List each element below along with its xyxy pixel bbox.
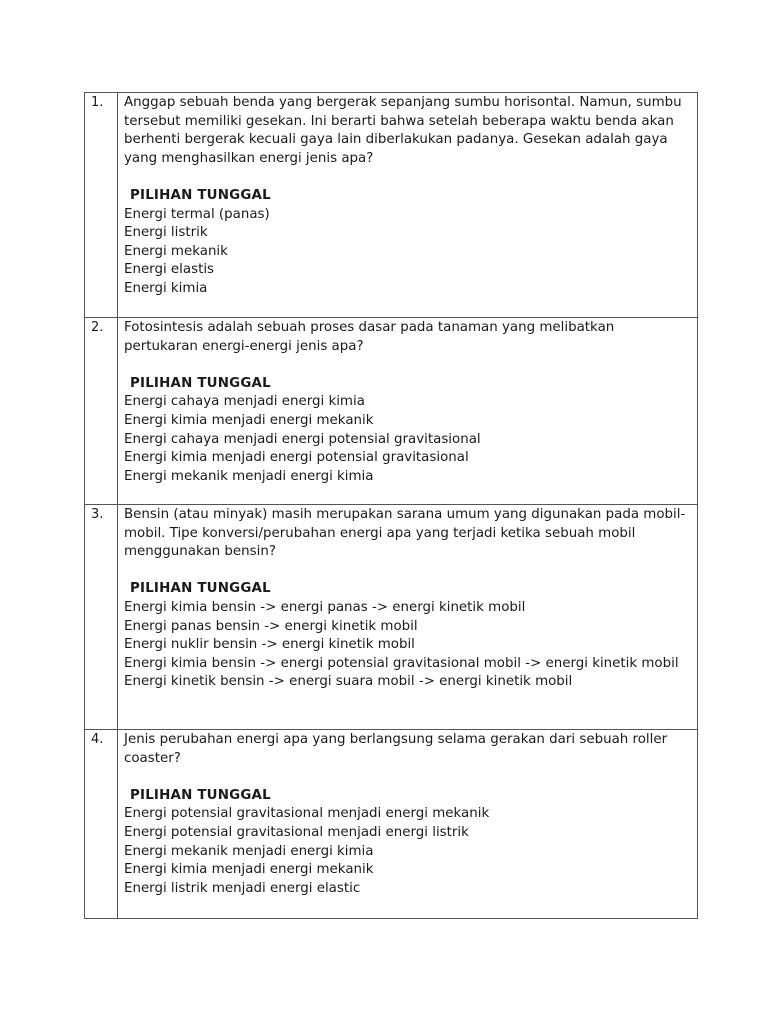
option-item: Energi cahaya menjadi energi potensial gravitasional — [124, 431, 481, 447]
option-item: Energi mekanik — [124, 243, 228, 259]
question-number: 2. — [91, 320, 104, 335]
answer-type-label: PILIHAN TUNGGAL — [130, 187, 271, 203]
option-item: Energi kimia — [124, 280, 208, 296]
quiz-table — [84, 92, 698, 919]
option-item: Energi kimia bensin -> energi panas -> energi kinetik mobil — [124, 599, 526, 615]
question-content-cell — [118, 93, 698, 318]
option-item: Energi kimia menjadi energi mekanik — [124, 412, 374, 428]
question-text: Jenis perubahan energi apa yang berlangsung selama gerakan dari sebuah roller coaster? — [124, 732, 668, 766]
question-content-cell — [118, 318, 698, 505]
question-text: Anggap sebuah benda yang bergerak sepanjang sumbu horisontal. Namun, sumbu tersebut memiliki gesekan. Ini berarti bahwa setelah beberapa waktu benda akan berhenti bergerak kecuali gaya lain diberlakukan padanya. Gesekan adalah gaya yang menghasilkan energi jenis apa? — [124, 95, 682, 166]
option-list — [124, 206, 691, 299]
option-item: Energi kimia menjadi energi mekanik — [124, 862, 374, 878]
question-content-cell — [118, 505, 698, 730]
question-number-cell — [85, 93, 118, 318]
question-number: 1. — [91, 95, 104, 110]
option-list — [124, 393, 691, 486]
question-number-cell — [85, 318, 118, 505]
option-list — [124, 599, 691, 692]
option-item: Energi panas bensin -> energi kinetik mobil — [124, 618, 418, 634]
question-number: 3. — [91, 507, 104, 522]
answer-type-label: PILIHAN TUNGGAL — [130, 581, 271, 597]
option-item: Energi termal (panas) — [124, 206, 270, 222]
option-item: Energi listrik menjadi energi elastic — [124, 880, 361, 896]
answer-type-label: PILIHAN TUNGGAL — [130, 787, 271, 803]
option-item: Energi kinetik bensin -> energi suara mobil -> energi kinetik mobil — [124, 674, 573, 690]
option-item: Energi elastis — [124, 262, 215, 278]
question-text: Bensin (atau minyak) masih merupakan sarana umum yang digunakan pada mobil-mobil. Tipe konversi/perubahan energi apa yang terjadi ketika sebuah mobil menggunakan bensin? — [124, 507, 686, 560]
question-number-cell — [85, 505, 118, 730]
option-item: Energi kimia menjadi energi potensial gravitasional — [124, 450, 469, 466]
question-row-4 — [85, 730, 698, 919]
question-text: Fotosintesis adalah sebuah proses dasar pada tanaman yang melibatkan pertukaran energi-energi jenis apa? — [124, 320, 615, 354]
question-row-1 — [85, 93, 698, 318]
option-item: Energi nuklir bensin -> energi kinetik mobil — [124, 637, 415, 653]
answer-type-label: PILIHAN TUNGGAL — [130, 375, 271, 391]
option-item: Energi listrik — [124, 225, 208, 241]
option-item: Energi potensial gravitasional menjadi energi mekanik — [124, 806, 490, 822]
option-item: Energi kimia bensin -> energi potensial gravitasional mobil -> energi kinetik mobil — [124, 655, 679, 671]
question-row-2 — [85, 318, 698, 505]
question-number: 4. — [91, 732, 104, 747]
option-list — [124, 805, 691, 898]
option-item: Energi mekanik menjadi energi kimia — [124, 468, 374, 484]
question-number-cell — [85, 730, 118, 919]
option-item: Energi potensial gravitasional menjadi energi listrik — [124, 824, 469, 840]
option-item: Energi mekanik menjadi energi kimia — [124, 843, 374, 859]
question-content-cell — [118, 730, 698, 919]
question-row-3 — [85, 505, 698, 730]
option-item: Energi cahaya menjadi energi kimia — [124, 394, 365, 410]
